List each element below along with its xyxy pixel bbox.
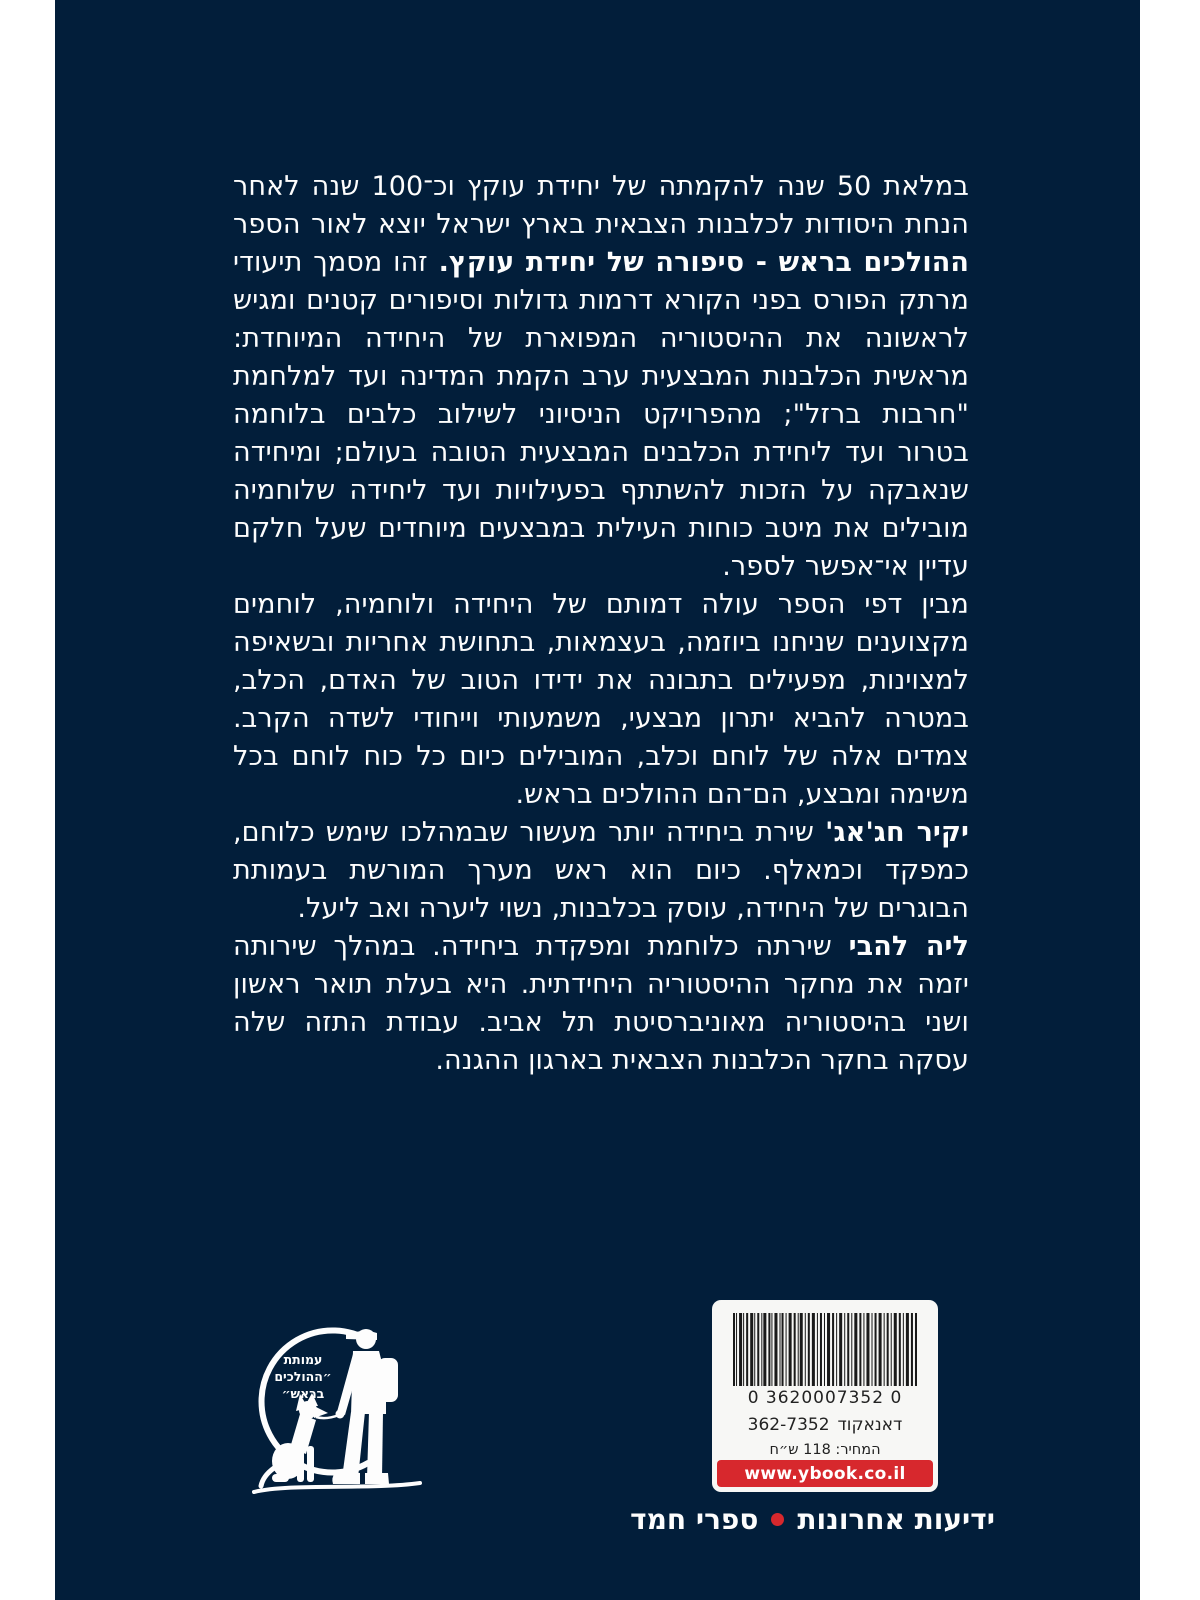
synopsis-1-rest: זהו מסמך תיעודי מרתק הפורס בפני הקורא דרמות גדולות וסיפורים קטנים ומגיש לראשונה את ההיסטוריה המפוארת של היחידה המיוחדת: מראשית הכלבנות המבצעית ערב הקמת המדינה ועד למלחמת "חרבות ברזל"; מהפרויקט הניסיוני לשילוב כלבים בלוחמה בטרור ועד ליחידת הכלבנים המבצעית הטובה בעולם; ומיחידה שנאבקה על הזכות להשתתף בפעילויות ועד ליחידה שלוחמיה מובילים את מיטב כוחות העילית במבצעים מיוחדים שעל חלקם עדיין אי־אפשר לספר. bbox=[233, 247, 969, 582]
danacode-label: דאנאקוד bbox=[837, 1415, 903, 1435]
author-2-bio-text: שירתה כלוחמת ומפקדת ביחידה. במהלך שירותה יזמה את מחקר ההיסטוריה היחידתית. היא בעלת תואר ראשון ושני בהיסטוריה מאוניברסיטת תל אביב. עבודת התזה שלה עסקה בחקר הכלבנות הצבאית בארגון ההגנה. bbox=[233, 931, 969, 1076]
publisher-footer bbox=[630, 1503, 995, 1536]
danacode-value: 362-7352 bbox=[747, 1415, 830, 1435]
synopsis-1-lead: במלאת 50 שנה להקמתה של יחידת עוקץ וכ־100 שנה לאחר הנחת היסודות לכלבנות הצבאית בארץ ישראל יוצא לאור הספר bbox=[233, 171, 970, 240]
publisher-hemed-label: ספרי חמד bbox=[630, 1503, 759, 1536]
separator-dot-icon bbox=[771, 1513, 784, 1526]
book-title: ההולכים בראש - סיפורה של יחידת עוקץ. bbox=[438, 247, 969, 278]
soldier-silhouette-icon bbox=[332, 1329, 398, 1484]
barcode-number: 0 3620007352 0 bbox=[747, 1388, 903, 1408]
association-logo-text bbox=[272, 1351, 334, 1402]
author-bio-2 bbox=[233, 928, 969, 1080]
price-line: המחיר: 118 ש״ח bbox=[769, 1442, 881, 1458]
ground-line-icon bbox=[254, 1483, 420, 1492]
publisher-yedioth-label: ידיעות אחרונות bbox=[797, 1503, 995, 1536]
book-cover-background bbox=[55, 0, 1140, 1600]
association-logo bbox=[250, 1318, 425, 1503]
author-1-bio-text: שירת ביחידה יותר מעשור שבמהלכו שימש כלוחם, כמפקד וכמאלף. כיום הוא ראש מערך המורשת בעמותת הבוגרים של היחידה, עוסק בכלבנות, נשוי ליערה ואב ליעל. bbox=[233, 817, 969, 924]
author-bio-1 bbox=[233, 814, 969, 928]
logo-text-line1: עמותת bbox=[283, 1352, 323, 1367]
back-cover-text bbox=[233, 168, 969, 1080]
synopsis-paragraph-1 bbox=[233, 168, 969, 586]
logo-text-line2: ״ההולכים bbox=[274, 1369, 332, 1384]
danacode-line bbox=[712, 1415, 938, 1435]
soldier-with-dog-icon bbox=[250, 1318, 425, 1503]
publisher-website: www.ybook.co.il bbox=[717, 1460, 933, 1487]
synopsis-paragraph-2: מבין דפי הספר עולה דמותם של היחידה ולוחמיה, לוחמים מקצוענים שניחנו ביוזמה, בעצמאות, בתחושת אחריות ובשאיפה למצוינות, מפעילים בתבונה את ידידו הטוב של האדם, הכלב, במטרה להביא יתרון מבצעי, משמעותי וייחודי לשדה הקרב. צמדים אלה של לוחם וכלב, המובילים כיום כל כוח לוחם בכל משימה ומבצע, הם־הם ההולכים בראש. bbox=[233, 589, 969, 810]
author-2-name: ליה להבי bbox=[848, 931, 969, 962]
logo-text-line3: בראש״ bbox=[281, 1386, 325, 1401]
barcode-icon bbox=[733, 1313, 917, 1386]
author-1-name: יקיר חג'אג' bbox=[825, 817, 969, 848]
barcode-label bbox=[712, 1300, 938, 1492]
